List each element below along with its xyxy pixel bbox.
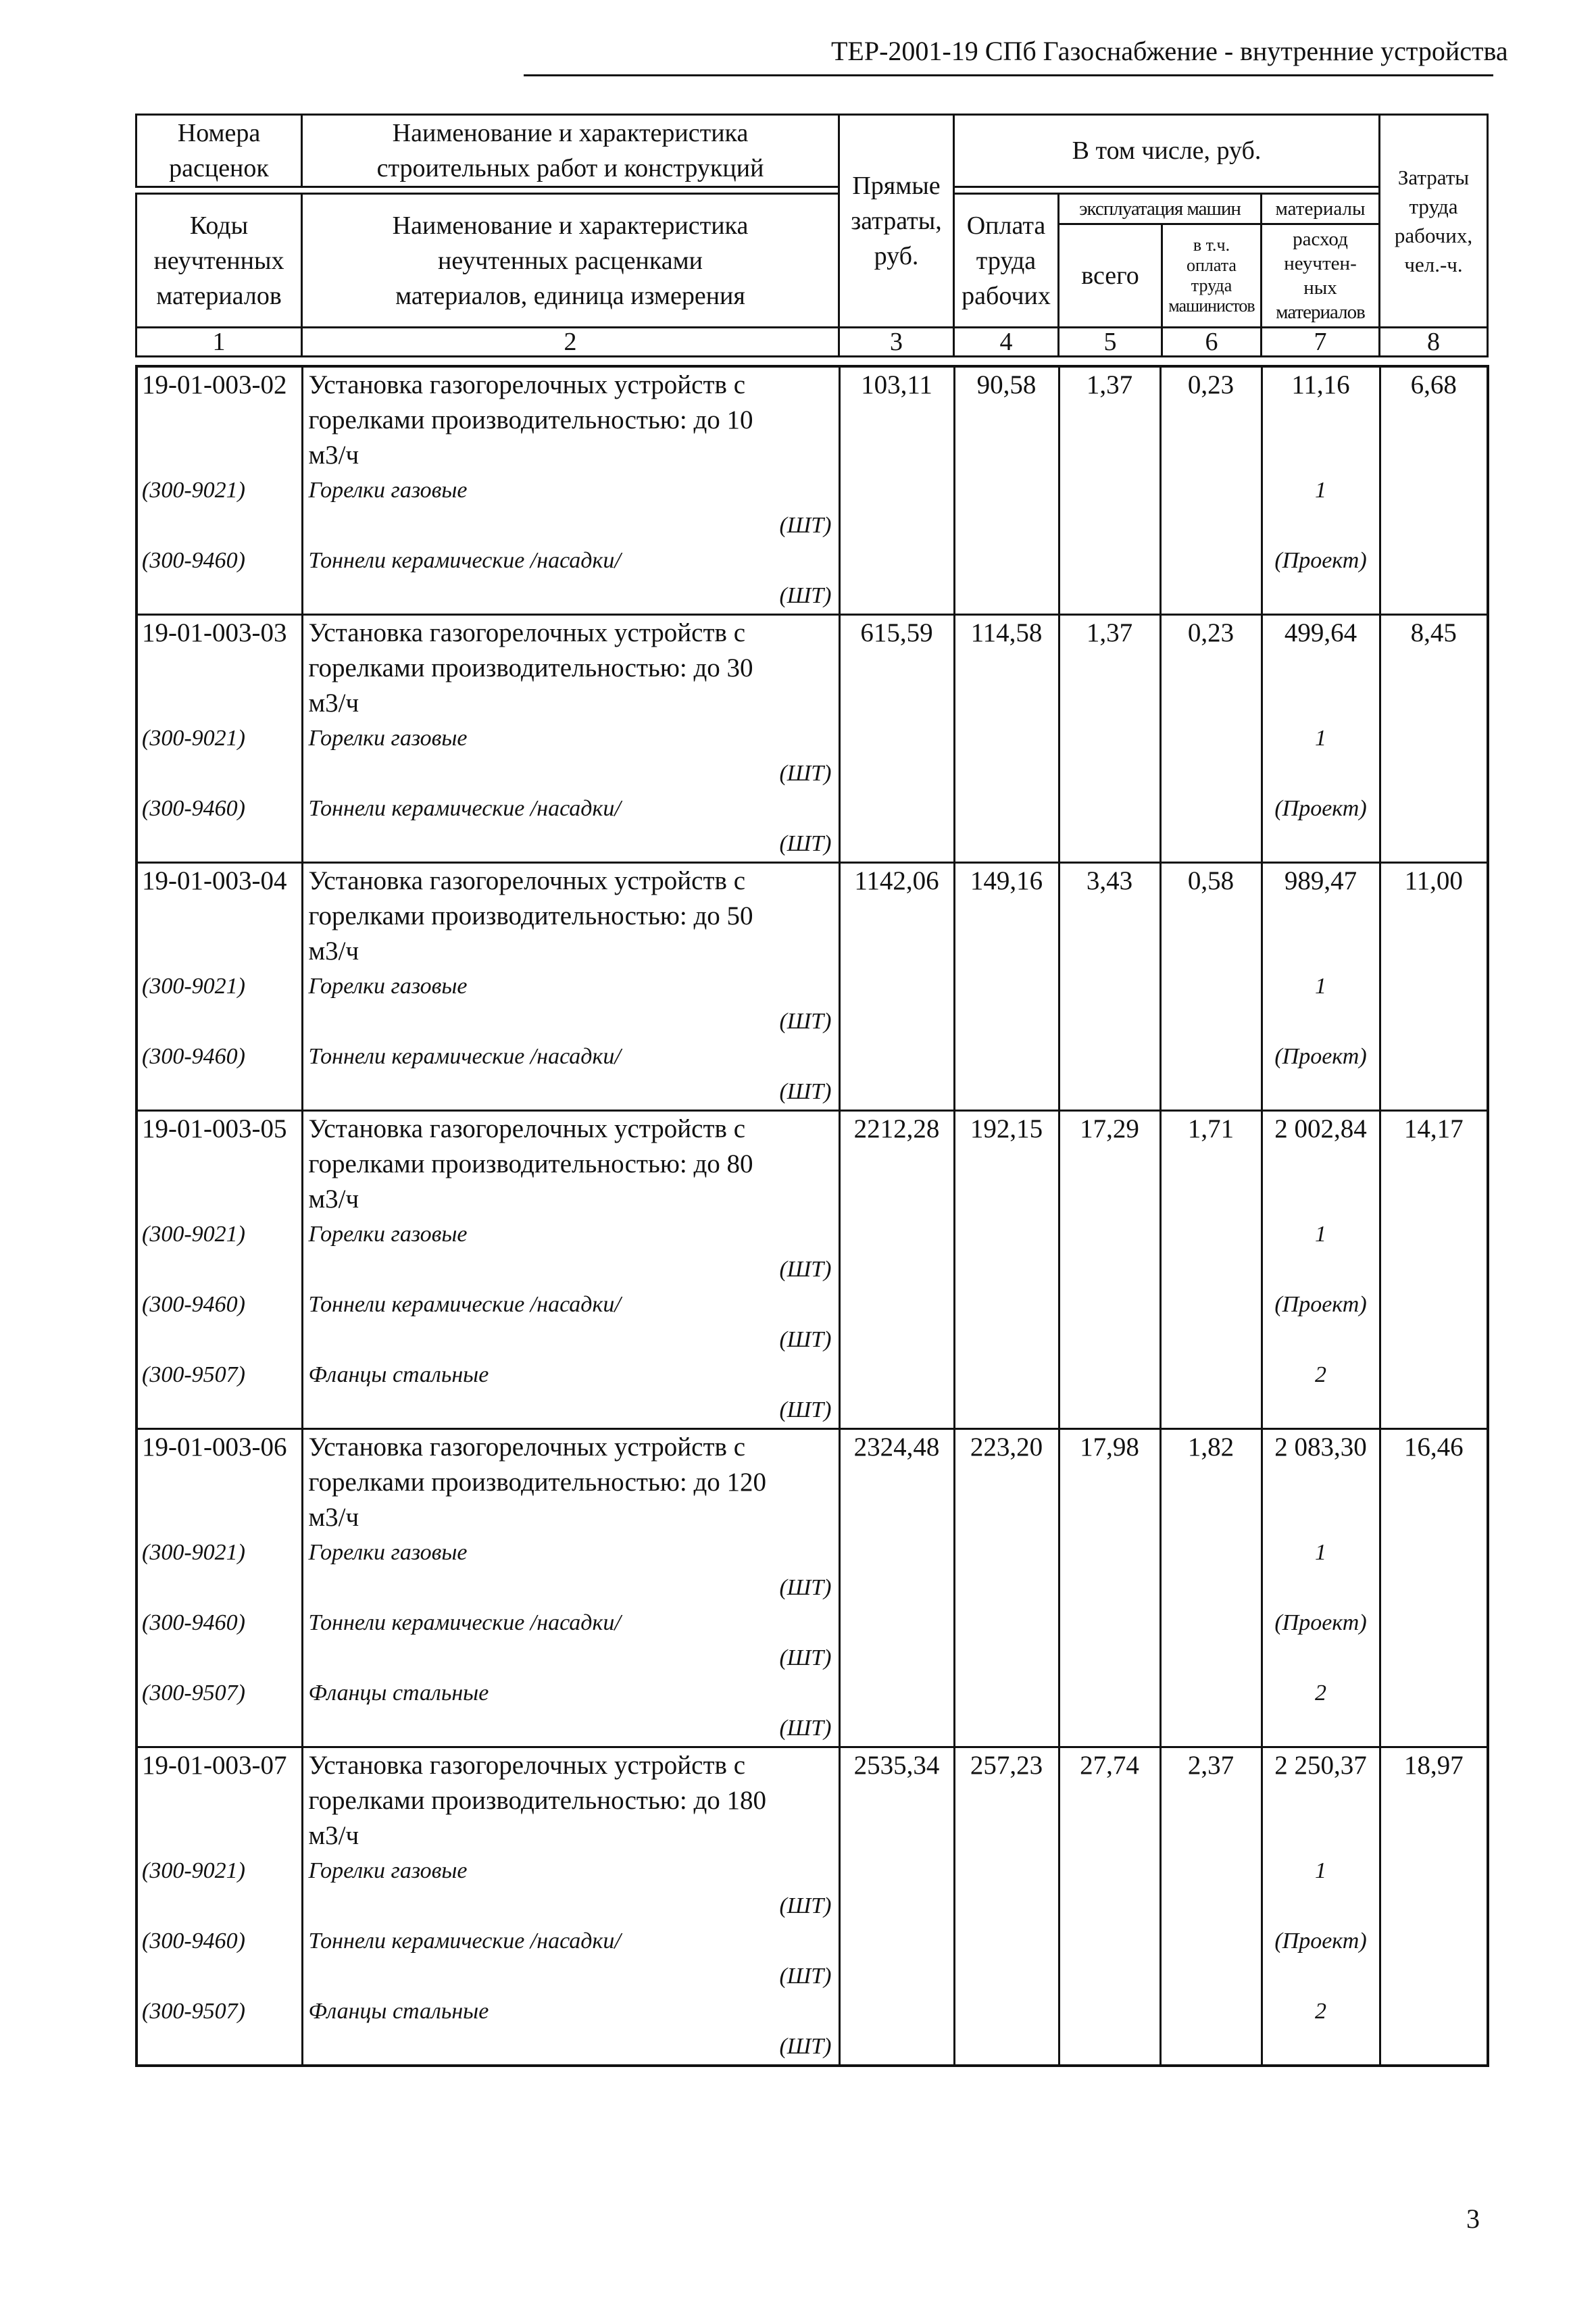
rate-name-line: Установка газогорелочных устройств с bbox=[308, 370, 746, 399]
machines-total-cell bbox=[1059, 1111, 1160, 1429]
material-quantity: 2 bbox=[1315, 1999, 1326, 2024]
rate-name-line: м3/ч bbox=[308, 937, 359, 966]
labor-hours-value: 18,97 bbox=[1403, 1751, 1464, 1780]
material-quantity: (Проект) bbox=[1274, 1292, 1367, 1317]
material-unit: (ШТ) bbox=[779, 831, 832, 856]
material-unit: (ШТ) bbox=[779, 513, 832, 538]
material-code: (300-9021) bbox=[142, 478, 245, 503]
material-code: (300-9021) bbox=[142, 974, 245, 999]
material-unit: (ШТ) bbox=[779, 1079, 832, 1104]
machines-total-cell bbox=[1059, 615, 1160, 863]
rate-name-cell bbox=[302, 863, 839, 1111]
material-code: (300-9021) bbox=[142, 1540, 245, 1565]
material-code: (300-9460) bbox=[142, 1044, 245, 1069]
machines-total-cell bbox=[1059, 863, 1160, 1111]
material-code: (300-9021) bbox=[142, 726, 245, 751]
material-code: (300-9460) bbox=[142, 1928, 245, 1953]
header-machines: эксплуатация машин bbox=[1059, 195, 1260, 225]
rate-row bbox=[136, 366, 1488, 615]
machines-total-value: 1,37 bbox=[1086, 370, 1133, 399]
labor-pay-cell bbox=[954, 1429, 1059, 1747]
operator-pay-value: 0,58 bbox=[1187, 866, 1235, 895]
operator-pay-value: 1,71 bbox=[1187, 1114, 1235, 1143]
rate-row bbox=[136, 1111, 1488, 1429]
rate-name-line: Установка газогорелочных устройств с bbox=[308, 618, 746, 647]
operator-pay-value: 2,37 bbox=[1187, 1751, 1235, 1780]
material-code: (300-9460) bbox=[142, 1292, 245, 1317]
labor-pay-cell bbox=[954, 863, 1059, 1111]
material-code: (300-9460) bbox=[142, 548, 245, 573]
rate-name-cell bbox=[302, 615, 839, 863]
materials-cell bbox=[1262, 615, 1380, 863]
material-name: Горелки газовые bbox=[308, 1540, 468, 1565]
labor-pay-cell bbox=[954, 615, 1059, 863]
machines-total-value: 17,98 bbox=[1080, 1433, 1139, 1462]
direct-costs-cell bbox=[839, 1429, 954, 1747]
material-unit: (ШТ) bbox=[779, 1645, 832, 1670]
labor-hours-value: 14,17 bbox=[1403, 1114, 1464, 1143]
material-code: (300-9021) bbox=[142, 1858, 245, 1883]
material-quantity: 1 bbox=[1315, 1540, 1326, 1565]
header-rule bbox=[524, 74, 1493, 76]
labor-pay-cell bbox=[954, 366, 1059, 615]
material-name: Горелки газовые bbox=[308, 1222, 468, 1247]
direct-costs-cell bbox=[839, 1747, 954, 2066]
machines-total-cell bbox=[1059, 366, 1160, 615]
labor-pay-cell bbox=[954, 1111, 1059, 1429]
labor-hours-cell bbox=[1380, 366, 1488, 615]
material-quantity: 2 bbox=[1315, 1681, 1326, 1706]
material-unit: (ШТ) bbox=[779, 1257, 832, 1282]
rate-row bbox=[136, 615, 1488, 863]
labor-hours-cell bbox=[1380, 863, 1488, 1111]
direct-costs-value: 1142,06 bbox=[854, 866, 939, 895]
col6-header-operator-pay: в т.ч. оплата труда машинистов bbox=[1168, 235, 1255, 316]
labor-hours-value: 8,45 bbox=[1410, 618, 1457, 647]
rate-name-line: Установка газогорелочных устройств с bbox=[308, 1114, 746, 1143]
direct-costs-cell bbox=[839, 1111, 954, 1429]
labor-pay-value: 192,15 bbox=[970, 1114, 1043, 1143]
rate-name-line: горелками производительностью: до 50 bbox=[308, 901, 753, 930]
col7-header-unaccounted: расход неучтен- ных материалов bbox=[1276, 228, 1365, 323]
rate-code: 19-01-003-06 bbox=[142, 1433, 287, 1462]
material-quantity: 1 bbox=[1315, 1222, 1326, 1247]
operator-pay-cell bbox=[1160, 1111, 1262, 1429]
materials-value: 11,16 bbox=[1291, 370, 1350, 399]
rate-name-line: горелками производительностью: до 10 bbox=[308, 405, 753, 434]
col2-header-bottom: Наименование и характеристика неучтенных расценками материалов, единица измерения bbox=[302, 194, 839, 328]
material-unit: (ШТ) bbox=[779, 1575, 832, 1600]
direct-costs-value: 2535,34 bbox=[853, 1751, 940, 1780]
header-materials-group bbox=[1262, 194, 1380, 328]
direct-costs-value: 2212,28 bbox=[853, 1114, 940, 1143]
materials-value: 499,64 bbox=[1284, 618, 1357, 647]
direct-costs-cell bbox=[839, 863, 954, 1111]
material-quantity: (Проект) bbox=[1274, 1044, 1367, 1069]
materials-cell bbox=[1262, 1111, 1380, 1429]
direct-costs-cell bbox=[839, 615, 954, 863]
direct-costs-value: 103,11 bbox=[861, 370, 932, 399]
material-name: Горелки газовые bbox=[308, 1858, 468, 1883]
material-name: Тоннели керамические /насадки/ bbox=[308, 1610, 621, 1635]
header-materials: материалы bbox=[1262, 195, 1378, 225]
material-quantity: 1 bbox=[1315, 478, 1326, 503]
material-unit: (ШТ) bbox=[779, 1397, 832, 1422]
rate-code: 19-01-003-03 bbox=[142, 618, 287, 647]
rate-name-line: м3/ч bbox=[308, 1185, 359, 1214]
header-including: В том числе, руб. bbox=[954, 115, 1380, 187]
materials-cell bbox=[1262, 1747, 1380, 2066]
materials-cell bbox=[1262, 366, 1380, 615]
labor-pay-value: 90,58 bbox=[976, 370, 1037, 399]
material-quantity: (Проект) bbox=[1274, 1610, 1367, 1635]
rate-code-cell bbox=[136, 366, 302, 615]
material-unit: (ШТ) bbox=[779, 2034, 832, 2059]
rate-name-line: Установка газогорелочных устройств с bbox=[308, 866, 746, 895]
materials-value: 2 250,37 bbox=[1274, 1751, 1367, 1780]
column-number: 6 bbox=[1205, 328, 1218, 356]
material-quantity: (Проект) bbox=[1274, 796, 1367, 821]
page-header-title: ТЕР-2001-19 СПб Газоснабжение - внутренние устройства bbox=[831, 36, 1508, 66]
rate-name-cell bbox=[302, 1429, 839, 1747]
machines-total-cell bbox=[1059, 1429, 1160, 1747]
labor-hours-value: 6,68 bbox=[1410, 370, 1457, 399]
labor-pay-value: 257,23 bbox=[970, 1751, 1043, 1780]
rate-code-cell bbox=[136, 1429, 302, 1747]
col8-header-labor-hours: Затраты труда рабочих, чел.-ч. bbox=[1380, 115, 1488, 328]
rate-name-line: м3/ч bbox=[308, 1821, 359, 1850]
material-code: (300-9507) bbox=[142, 1681, 245, 1706]
column-numbers-row bbox=[136, 328, 1488, 357]
material-name: Тоннели керамические /насадки/ bbox=[308, 1928, 621, 1953]
rate-row bbox=[136, 1747, 1488, 2066]
rate-name-line: Установка газогорелочных устройств с bbox=[308, 1433, 746, 1462]
material-code: (300-9507) bbox=[142, 1999, 245, 2024]
operator-pay-cell bbox=[1160, 1747, 1262, 2066]
col2-header-top: Наименование и характеристика строительных работ и конструкций bbox=[302, 115, 839, 187]
rate-name-line: горелками производительностью: до 30 bbox=[308, 653, 753, 682]
materials-cell bbox=[1262, 1429, 1380, 1747]
rate-code-cell bbox=[136, 863, 302, 1111]
material-code: (300-9460) bbox=[142, 796, 245, 821]
rates-table bbox=[135, 365, 1489, 2067]
material-unit: (ШТ) bbox=[779, 1964, 832, 1989]
rate-code: 19-01-003-02 bbox=[142, 370, 287, 399]
labor-hours-value: 16,46 bbox=[1403, 1433, 1464, 1462]
operator-pay-cell bbox=[1160, 615, 1262, 863]
operator-pay-value: 0,23 bbox=[1187, 370, 1235, 399]
machines-total-value: 1,37 bbox=[1086, 618, 1133, 647]
rate-code: 19-01-003-07 bbox=[142, 1751, 287, 1780]
col1-header-bottom: Коды неучтенных материалов bbox=[136, 194, 302, 328]
col3-header-direct-costs: Прямые затраты, руб. bbox=[839, 115, 954, 328]
labor-hours-value: 11,00 bbox=[1404, 866, 1463, 895]
material-unit: (ШТ) bbox=[779, 583, 832, 608]
materials-value: 2 083,30 bbox=[1274, 1433, 1367, 1462]
rate-row bbox=[136, 863, 1488, 1111]
material-name: Фланцы стальные bbox=[308, 1362, 489, 1387]
operator-pay-cell bbox=[1160, 1429, 1262, 1747]
materials-cell bbox=[1262, 863, 1380, 1111]
rate-code-cell bbox=[136, 1111, 302, 1429]
rate-name-cell bbox=[302, 366, 839, 615]
material-unit: (ШТ) bbox=[779, 1327, 832, 1352]
material-quantity: (Проект) bbox=[1274, 1928, 1367, 1953]
labor-hours-cell bbox=[1380, 615, 1488, 863]
col5-header-total: всего bbox=[1059, 225, 1163, 326]
material-quantity: (Проект) bbox=[1274, 548, 1367, 573]
col4-header-labor-pay: Оплата труда рабочих bbox=[954, 194, 1059, 328]
material-code: (300-9460) bbox=[142, 1610, 245, 1635]
direct-costs-value: 2324,48 bbox=[853, 1433, 940, 1462]
material-name: Горелки газовые bbox=[308, 478, 468, 503]
operator-pay-cell bbox=[1160, 863, 1262, 1111]
operator-pay-cell bbox=[1160, 366, 1262, 615]
rate-name-cell bbox=[302, 1111, 839, 1429]
rate-code-cell bbox=[136, 615, 302, 863]
direct-costs-cell bbox=[839, 366, 954, 615]
material-unit: (ШТ) bbox=[779, 1893, 832, 1918]
direct-costs-value: 615,59 bbox=[860, 618, 933, 647]
material-unit: (ШТ) bbox=[779, 761, 832, 786]
rate-code-cell bbox=[136, 1747, 302, 2066]
column-number: 3 bbox=[839, 328, 954, 357]
column-number: 2 bbox=[302, 328, 839, 357]
materials-value: 2 002,84 bbox=[1274, 1114, 1367, 1143]
materials-value: 989,47 bbox=[1284, 866, 1357, 895]
material-name: Тоннели керамические /насадки/ bbox=[308, 1292, 621, 1317]
rate-row bbox=[136, 1429, 1488, 1747]
machines-total-value: 27,74 bbox=[1080, 1751, 1139, 1780]
labor-hours-cell bbox=[1380, 1111, 1488, 1429]
rate-name-cell bbox=[302, 1747, 839, 2066]
rate-name-line: м3/ч bbox=[308, 441, 359, 470]
material-name: Горелки газовые bbox=[308, 726, 468, 751]
labor-hours-cell bbox=[1380, 1429, 1488, 1747]
material-quantity: 1 bbox=[1315, 974, 1326, 999]
material-code: (300-9021) bbox=[142, 1222, 245, 1247]
material-name: Горелки газовые bbox=[308, 974, 468, 999]
column-number: 4 bbox=[954, 328, 1059, 357]
material-name: Фланцы стальные bbox=[308, 1681, 489, 1706]
material-name: Тоннели керамические /насадки/ bbox=[308, 1044, 621, 1069]
col1-header-top: Номера расценок bbox=[136, 115, 302, 187]
machines-total-value: 17,29 bbox=[1080, 1114, 1139, 1143]
header-machines-group bbox=[1059, 194, 1262, 328]
material-name: Фланцы стальные bbox=[308, 1999, 489, 2024]
material-name: Тоннели керамические /насадки/ bbox=[308, 796, 621, 821]
rate-name-line: м3/ч bbox=[308, 689, 359, 718]
material-code: (300-9507) bbox=[142, 1362, 245, 1387]
material-unit: (ШТ) bbox=[779, 1716, 832, 1741]
labor-pay-value: 114,58 bbox=[970, 618, 1043, 647]
rate-code: 19-01-003-05 bbox=[142, 1114, 287, 1143]
material-quantity: 1 bbox=[1315, 1858, 1326, 1883]
labor-pay-value: 149,16 bbox=[970, 866, 1043, 895]
column-number: 1 bbox=[136, 328, 302, 357]
page-number: 3 bbox=[1466, 2204, 1480, 2234]
column-number: 7 bbox=[1262, 328, 1380, 357]
column-header-table bbox=[135, 114, 1489, 357]
material-quantity: 2 bbox=[1315, 1362, 1326, 1387]
labor-pay-cell bbox=[954, 1747, 1059, 2066]
rate-code: 19-01-003-04 bbox=[142, 866, 287, 895]
column-number: 5 bbox=[1059, 328, 1163, 355]
material-unit: (ШТ) bbox=[779, 1009, 832, 1034]
labor-hours-cell bbox=[1380, 1747, 1488, 2066]
machines-total-value: 3,43 bbox=[1086, 866, 1133, 895]
rate-name-line: Установка газогорелочных устройств с bbox=[308, 1751, 746, 1780]
rate-name-line: горелками производительностью: до 80 bbox=[308, 1149, 753, 1178]
operator-pay-value: 0,23 bbox=[1187, 618, 1235, 647]
machines-total-cell bbox=[1059, 1747, 1160, 2066]
operator-pay-value: 1,82 bbox=[1187, 1433, 1235, 1462]
material-quantity: 1 bbox=[1315, 726, 1326, 751]
labor-pay-value: 223,20 bbox=[970, 1433, 1043, 1462]
rate-name-line: горелками производительностью: до 120 bbox=[308, 1468, 767, 1497]
material-name: Тоннели керамические /насадки/ bbox=[308, 548, 621, 573]
column-numbers-5-6 bbox=[1059, 328, 1262, 357]
rate-name-line: м3/ч bbox=[308, 1503, 359, 1532]
column-number: 8 bbox=[1380, 328, 1488, 357]
rate-name-line: горелками производительностью: до 180 bbox=[308, 1786, 767, 1815]
